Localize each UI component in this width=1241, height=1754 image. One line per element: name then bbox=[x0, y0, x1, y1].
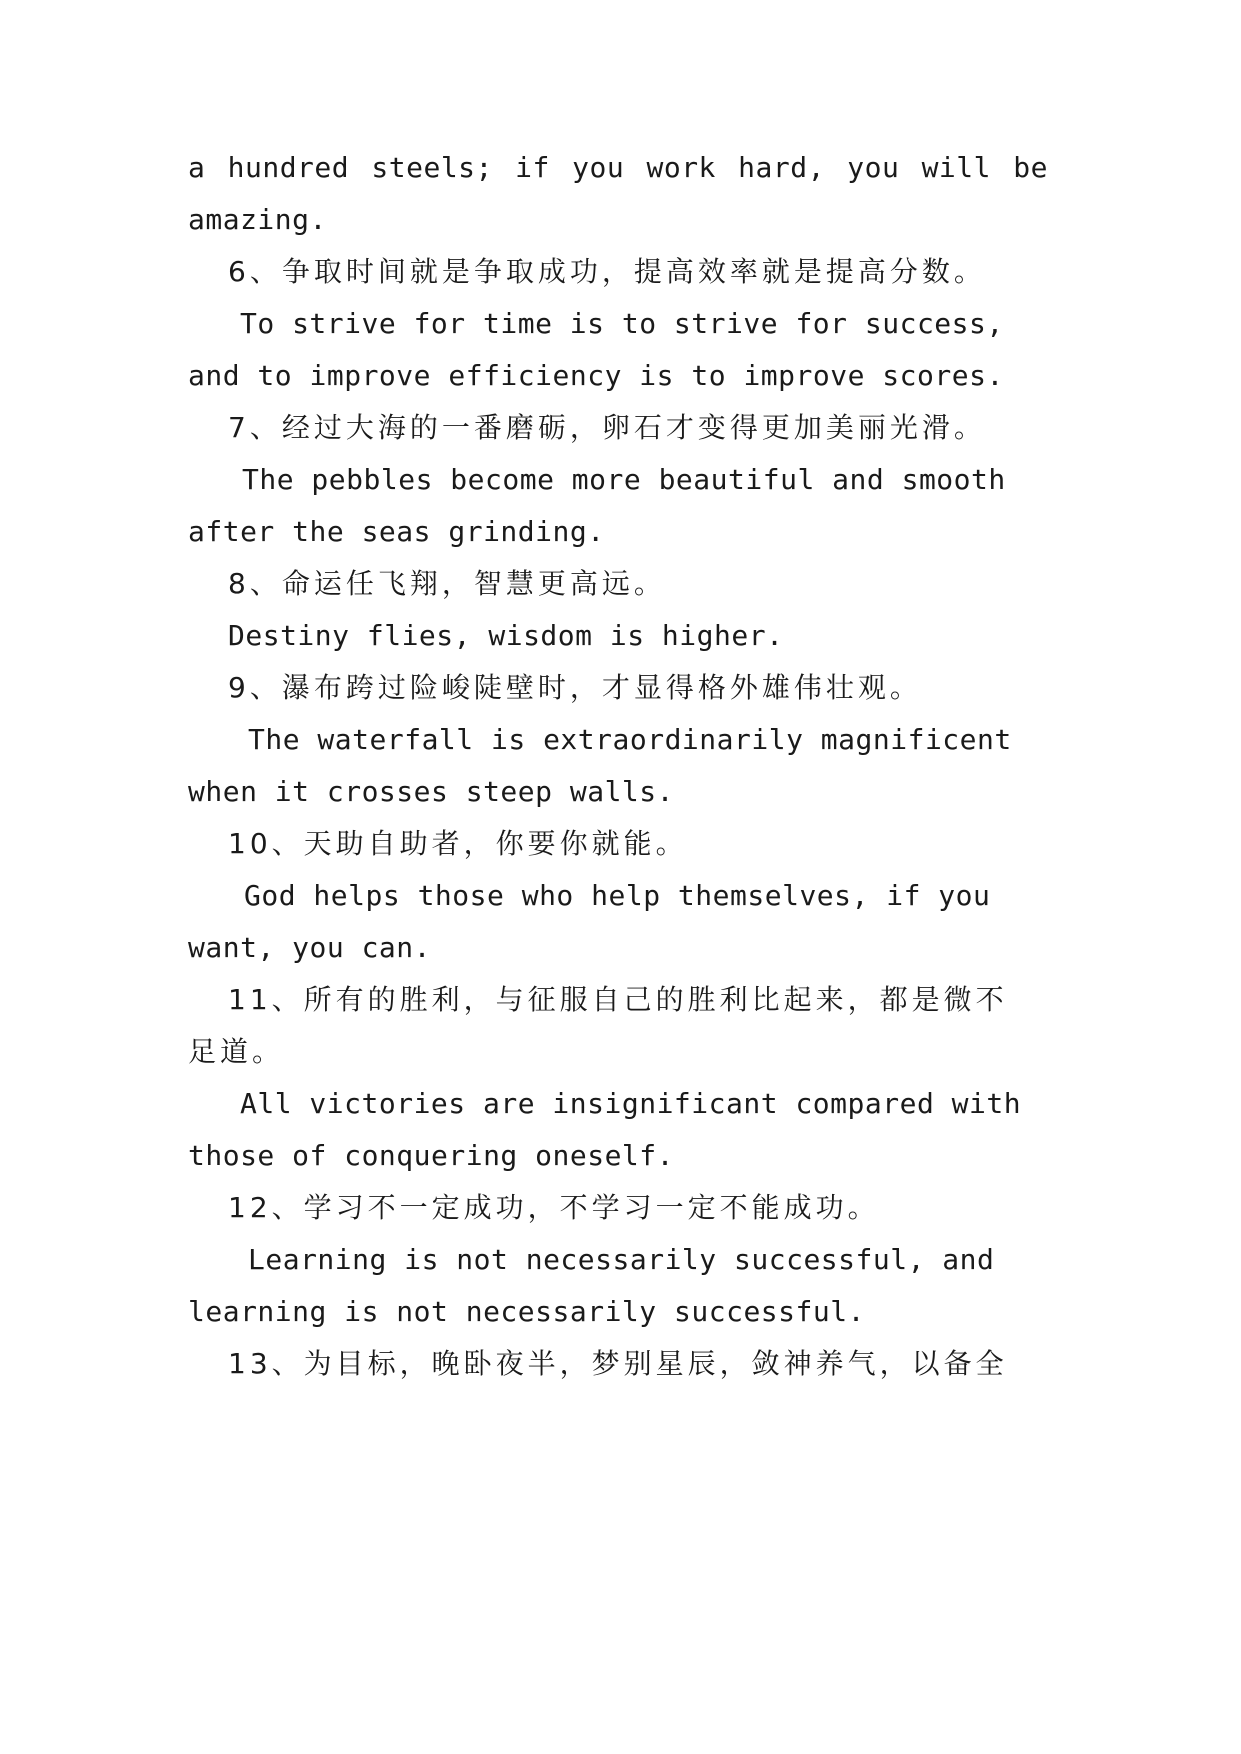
item-8-english: Destiny flies, wisdom is higher. bbox=[228, 619, 784, 652]
item-8-chinese: 8、命运任飞翔，智慧更高远。 bbox=[228, 567, 666, 600]
item-11-chinese: 11、所有的胜利，与征服自己的胜利比起来，都是微不 bbox=[228, 983, 1008, 1016]
item-10-english: God helps those who help themselves, if you bbox=[244, 879, 991, 912]
text-line: a hundred steels; if you work hard, you will be bbox=[188, 151, 1048, 184]
item-13-chinese: 13、为目标，晚卧夜半，梦别星辰，敛神养气，以备全 bbox=[228, 1347, 1008, 1380]
item-12-chinese: 12、学习不一定成功，不学习一定不能成功。 bbox=[228, 1191, 880, 1224]
item-6-chinese: 6、争取时间就是争取成功，提高效率就是提高分数。 bbox=[228, 255, 986, 288]
item-10-chinese: 10、天助自助者，你要你就能。 bbox=[228, 827, 688, 860]
text-line: when it crosses steep walls. bbox=[188, 775, 675, 808]
text-line: after the seas grinding. bbox=[188, 515, 605, 548]
item-6-english: To strive for time is to strive for success, bbox=[240, 307, 1004, 340]
text-line: amazing. bbox=[188, 203, 327, 236]
item-12-english: Learning is not necessarily successful, and bbox=[248, 1243, 995, 1276]
text-line: want, you can. bbox=[188, 931, 432, 964]
text-line: those of conquering oneself. bbox=[188, 1139, 675, 1172]
item-9-chinese: 9、瀑布跨过险峻陡壁时，才显得格外雄伟壮观。 bbox=[228, 671, 922, 704]
text-line: learning is not necessarily successful. bbox=[188, 1295, 865, 1328]
text-line: and to improve efficiency is to improve scores. bbox=[188, 359, 1004, 392]
item-7-chinese: 7、经过大海的一番磨砺，卵石才变得更加美丽光滑。 bbox=[228, 411, 986, 444]
item-9-english: The waterfall is extraordinarily magnificent bbox=[248, 723, 1012, 756]
item-11-english: All victories are insignificant compared with bbox=[240, 1087, 1022, 1120]
text-line: 足道。 bbox=[188, 1035, 285, 1068]
item-7-english: The pebbles become more beautiful and smooth bbox=[242, 463, 1006, 496]
